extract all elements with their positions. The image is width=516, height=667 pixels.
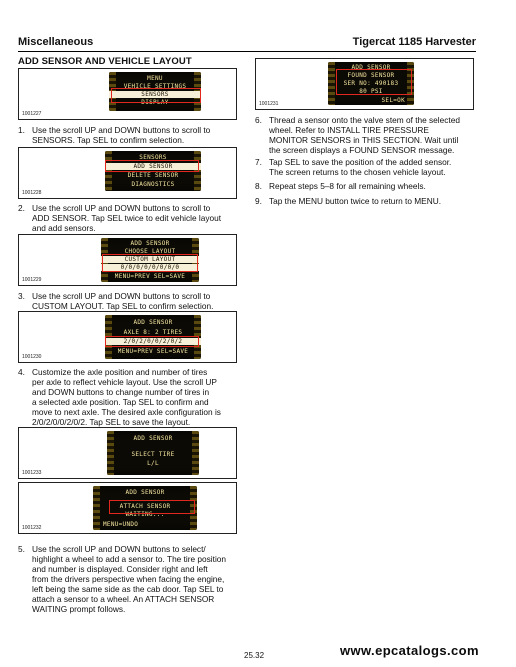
screen-line: L/L [147,460,159,467]
screen-line: MENU=PREV SEL=SAVE [114,273,186,280]
figure-choose-layout-screen [18,234,237,286]
header-model: Tigercat 1185 Harvester [352,36,476,48]
screen-line: SENSORS [139,154,167,161]
highlight-box [336,69,412,95]
display-screen [107,431,199,475]
section-title: ADD SENSOR AND VEHICLE LAYOUT [18,56,192,67]
header-rule [18,51,476,52]
screen-line: DELETE SENSOR [127,172,179,179]
figure-code: 1001228 [22,190,42,196]
figure-attach-sensor-screen [18,482,237,534]
screen-line-selected: 0/0/0/0/0/0/0/0 [101,264,199,271]
page-number: 25.32 [244,651,265,660]
highlight-box [102,254,198,272]
screen-line: ADD SENSOR [130,240,170,247]
watermark: www.epcatalogs.com [340,643,479,658]
screen-line: ADD SENSOR [125,489,165,496]
screen-line: MENU=UNDO [103,521,139,528]
figure-found-sensor-screen [255,58,474,110]
screen-line: WAITING... [125,511,165,518]
screen-line-selected: ADD SENSOR [105,163,201,170]
figure-code: 1001232 [22,525,42,531]
screen-line: MENU=PREV SEL=SAVE [117,348,189,355]
figure-sensors-screen [18,147,237,199]
screen-line-selected: SENSORS [109,91,201,98]
screen-line: MENU [147,75,163,82]
figure-code: 1001229 [22,277,42,283]
highlight-box [109,500,195,514]
figure-select-tire-screen [18,427,237,479]
screen-line-selected: 2/0/2/0/0/2/0/2 [105,338,201,345]
highlight-box [111,88,201,103]
screen-line: FOUND SENSOR [347,72,395,79]
highlight-box [105,336,199,347]
screen-line: ADD SENSOR [351,64,391,71]
screen-line: DISPLAY [141,99,169,106]
screen-line: SEL=OK [381,97,405,104]
page-header [18,36,476,52]
figure-menu-screen [18,68,237,120]
screen-line: VEHICLE SETTINGS [123,83,187,90]
figure-code: 1001231 [259,101,279,107]
screen-line: 80 PSI [359,88,383,95]
figure-code: 1001227 [22,111,42,117]
screen-line-selected: CUSTOM LAYOUT [101,256,199,263]
header-section: Miscellaneous [18,36,94,48]
screen-line: DIAGNOSTICS [131,181,175,188]
screen-line: CHOOSE LAYOUT [124,248,176,255]
figure-axle-screen [18,311,237,363]
screen-line: ADD SENSOR [133,319,173,326]
screen-line: AXLE 8: 2 TIRES [123,329,183,336]
screen-line: ADD SENSOR [133,435,173,442]
highlight-box [105,160,199,172]
figure-code: 1001230 [22,354,42,360]
screen-line: SER NO: 490183 [343,80,399,87]
figure-code: 1001233 [22,470,42,476]
screen-line: ATTACH SENSOR [119,503,171,510]
screen-line: SELECT TIRE [131,451,175,458]
